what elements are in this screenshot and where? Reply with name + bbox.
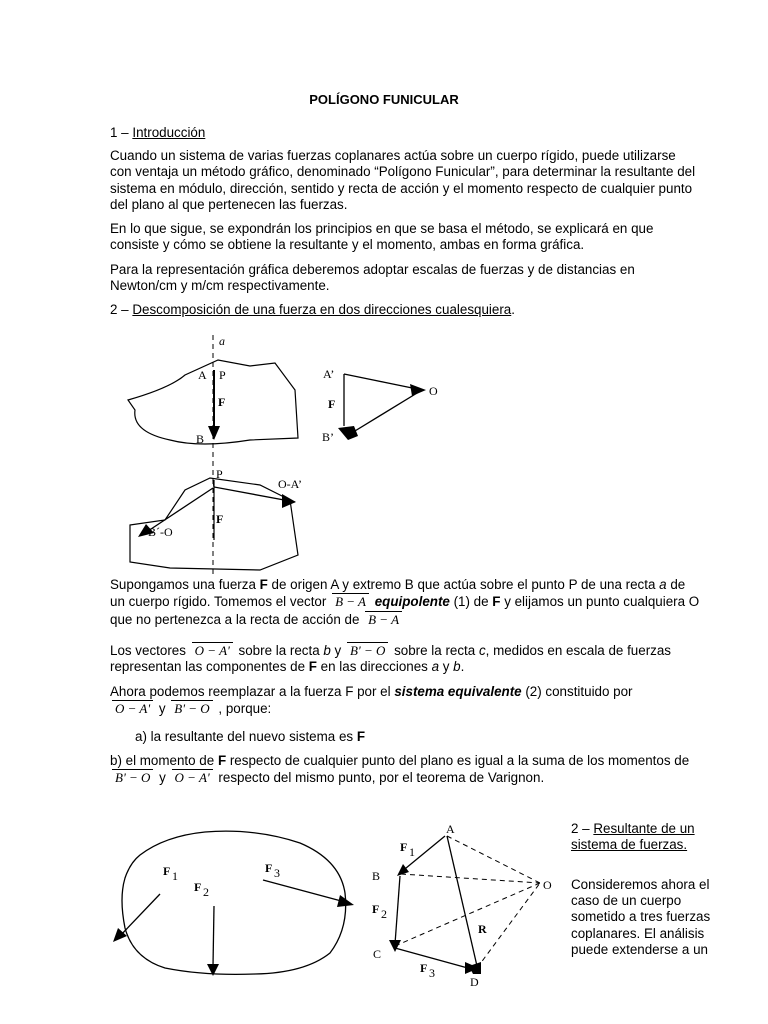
vector-b-a: B − A bbox=[332, 593, 369, 608]
label-poly-f1-sub: 1 bbox=[409, 845, 415, 859]
label-f3: F bbox=[265, 861, 273, 875]
label-p-2: P bbox=[216, 467, 223, 481]
f2-arrowhead bbox=[389, 940, 401, 952]
paragraph-three-forces: Consideremos ahora el caso de un cuerpo sometido a tres fuerzas coplanares. El análisis puede extenderse a un bbox=[571, 877, 711, 957]
section-1-heading: 1 – Introducción bbox=[110, 125, 206, 140]
section-3-heading: 2 – Resultante de un sistema de fuerzas. bbox=[571, 821, 695, 853]
label-poly-f2-sub: 2 bbox=[381, 907, 387, 921]
label-pole-o: O bbox=[543, 878, 552, 892]
label-vertex-a: A bbox=[446, 822, 455, 836]
vector-o-a: O − A' bbox=[192, 642, 233, 657]
label-b-prime: B’ bbox=[322, 430, 334, 444]
label-a-prime: A’ bbox=[323, 367, 335, 381]
label-resultant: R bbox=[478, 922, 487, 936]
paragraph-method: En lo que sigue, se expondrán los principios en que se basa el método, se explicará en que consiste y cómo se obtiene la resultante y el momento, ambas en forma gráfica. bbox=[110, 221, 654, 253]
label-poly-f3: F bbox=[420, 961, 428, 975]
label-b-o: B´-O bbox=[148, 525, 173, 539]
label-vertex-c: C bbox=[373, 947, 382, 961]
label-f3-sub: 3 bbox=[274, 866, 280, 880]
list-item-a: a) la resultante del nuevo sistema es F bbox=[135, 729, 365, 744]
rigid-body-outline-3 bbox=[122, 831, 346, 974]
vector-b-o: B' − O bbox=[347, 642, 388, 657]
paragraph-components: Los vectores O − A' sobre la recta b y B' − O sobre la recta c, medidos en escala de fuerzas representan las componentes de F en las direcciones a y b. bbox=[110, 643, 671, 675]
label-poly-f3-sub: 3 bbox=[429, 966, 435, 980]
paragraph-equivalent-system: Ahora podemos reemplazar a la fuerza F por el sistema equivalente (2) constituido por O − A' y B' − O , porque: bbox=[110, 684, 633, 717]
vector-b-o-2: B' − O bbox=[171, 700, 212, 715]
paragraph-intro: Cuando un sistema de varias fuerzas coplanares actúa sobre un cuerpo rígido, puede utilizarse con ventaja un método gráfico, denominado “Polígono Funicular”, para determinar la resultante del sistema en módulo, dirección, sentido y recta de acción y el momento respecto de cualquier punto del plano al que pertenecen las fuerzas. bbox=[110, 148, 696, 213]
section-3-title: Resultante de un sistema de fuerzas. bbox=[571, 821, 695, 853]
section-1-title: Introducción bbox=[132, 125, 206, 140]
ray-o-c bbox=[395, 883, 540, 946]
label-force-f: F bbox=[218, 395, 226, 409]
polygon-side-f3 bbox=[395, 948, 475, 970]
label-o-a: O-A’ bbox=[278, 477, 302, 491]
label-p: P bbox=[219, 368, 226, 382]
list-item-b: b) el momento de F respecto de cualquier punto del plano es igual a la suma de los momentos de B' − O y O − A' respecto del mismo punto, por el teorema de Varignon. bbox=[110, 753, 690, 786]
section-2-title: Descomposición de una fuerza en dos direcciones cualesquiera bbox=[132, 302, 512, 317]
label-vertex-b: B bbox=[372, 869, 381, 883]
triangle-side-o-b bbox=[350, 390, 422, 434]
label-a: a bbox=[219, 334, 225, 348]
label-f1: F bbox=[163, 864, 171, 878]
paragraph-scales: Para la representación gráfica deberemos adoptar escalas de fuerzas y de distancias en Newton/cm y m/cm respectivamente. bbox=[110, 262, 635, 294]
component-o-a-arrowhead bbox=[282, 494, 296, 508]
vector-a-o-arrowhead bbox=[410, 384, 426, 396]
paragraph-vector-choice: Supongamos una fuerza F de origen A y extremo B que actúa sobre el punto P de una recta a de un cuerpo rígido. Tomemos el vector B − A equipolente (1) de F y elijamos un punto cualquiera O que no pertenezca a la recta de acción de B − A bbox=[110, 577, 700, 627]
label-f2-sub: 2 bbox=[203, 885, 209, 899]
label-o: O bbox=[429, 384, 438, 398]
vector-b-a-2: B − A bbox=[365, 611, 402, 626]
polygon-side-f2 bbox=[395, 876, 400, 944]
figure-three-forces bbox=[105, 818, 360, 988]
force-f-arrowhead bbox=[208, 426, 220, 440]
label-f-2: F bbox=[216, 512, 224, 526]
figure-force-polygon bbox=[365, 818, 565, 993]
force-f2-line bbox=[213, 906, 214, 966]
label-poly-f2: F bbox=[372, 902, 380, 916]
figure-decomposition bbox=[110, 330, 450, 580]
label-vertex-d: D bbox=[470, 975, 479, 989]
label-poly-f1: F bbox=[400, 840, 408, 854]
resultant-arrowhead bbox=[469, 962, 481, 974]
label-b: B bbox=[196, 432, 205, 446]
vector-o-a-3: O − A' bbox=[172, 769, 213, 784]
ray-o-b bbox=[401, 874, 540, 883]
vector-b-o-3: B' − O bbox=[112, 769, 153, 784]
label-a-point: A bbox=[198, 368, 207, 382]
vector-o-a-2: O − A' bbox=[112, 700, 153, 715]
label-f1-sub: 1 bbox=[172, 869, 178, 883]
ray-o-a bbox=[447, 836, 540, 883]
section-2-heading: 2 – Descomposición de una fuerza en dos direcciones cualesquiera. bbox=[110, 302, 515, 317]
label-triangle-f: F bbox=[328, 397, 336, 411]
triangle-side-a-o bbox=[344, 374, 422, 390]
force-f3-line bbox=[263, 880, 345, 902]
force-f1-line bbox=[119, 894, 160, 937]
resultant-r bbox=[447, 836, 477, 966]
vector-b-arrowhead bbox=[338, 426, 358, 440]
label-f2: F bbox=[194, 880, 202, 894]
page-title: POLÍGONO FUNICULAR bbox=[309, 92, 459, 107]
